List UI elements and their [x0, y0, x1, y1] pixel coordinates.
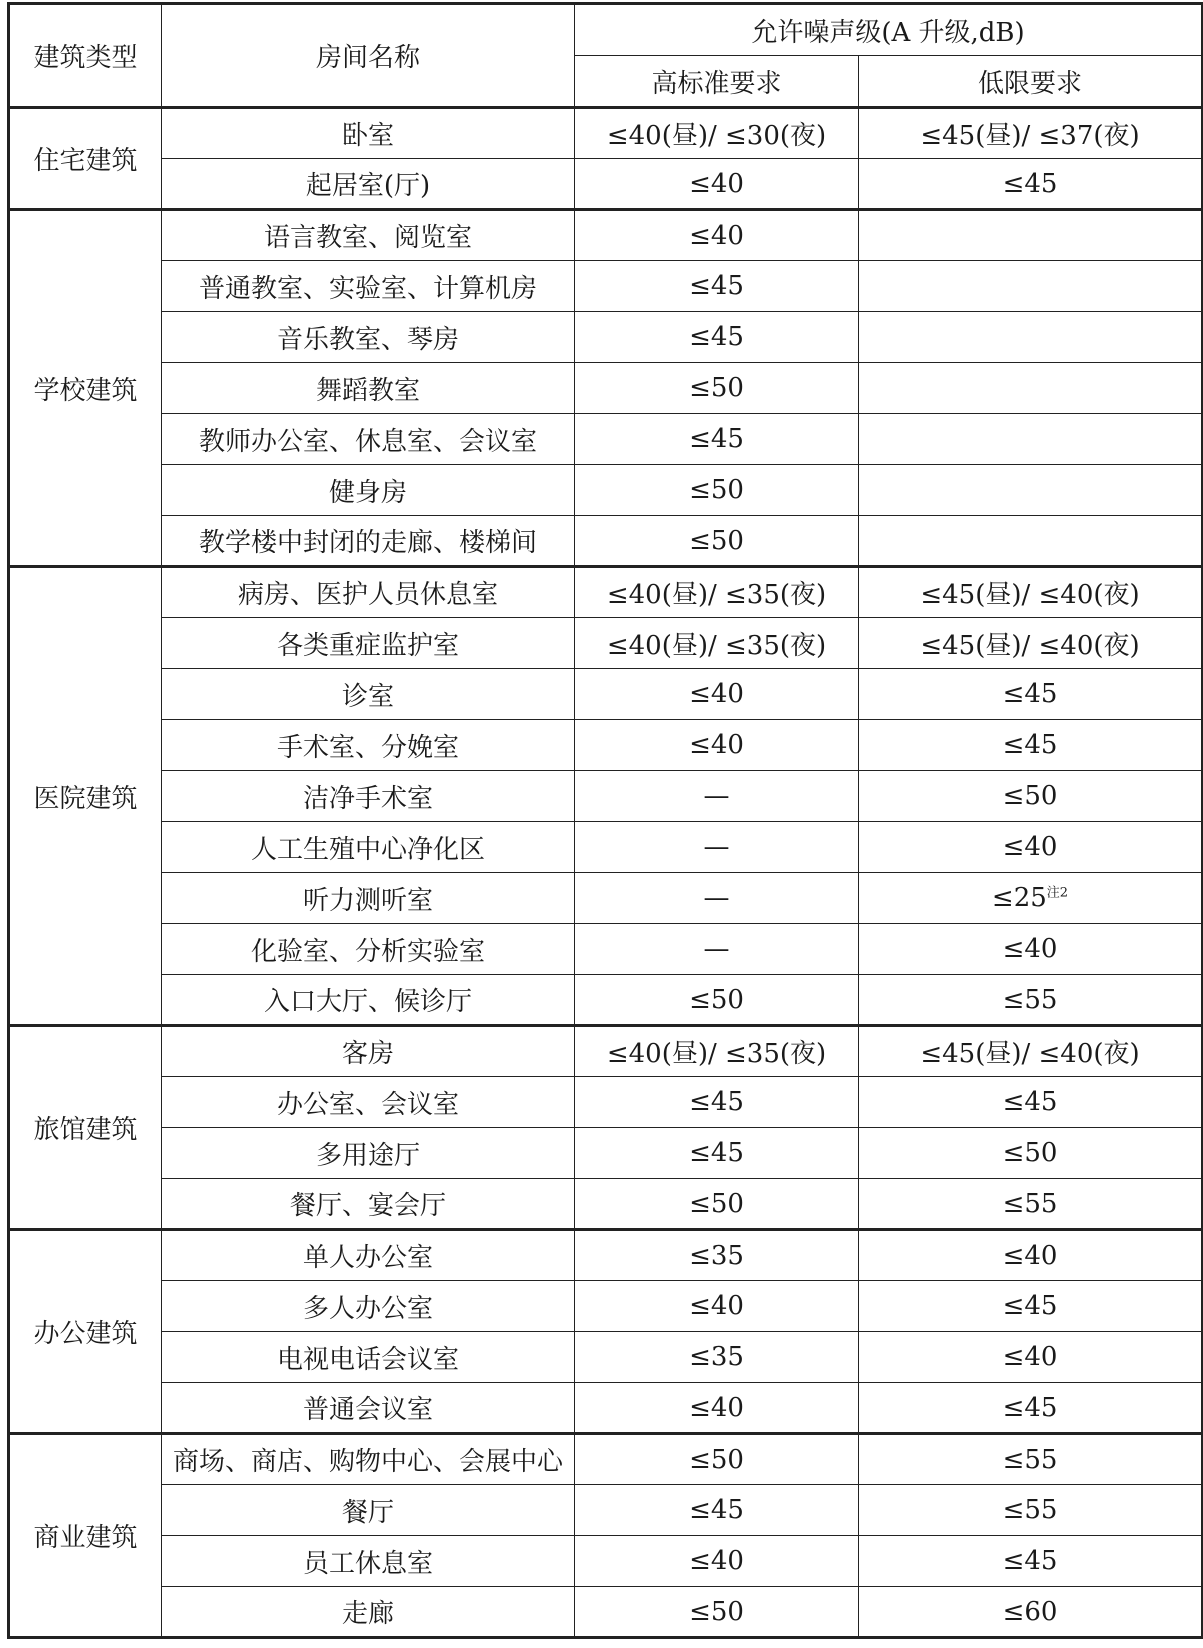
building-type-cell: 医院建筑: [9, 567, 162, 1026]
high-standard-cell: ≤50: [575, 975, 859, 1026]
high-standard-cell: —: [575, 822, 859, 873]
high-standard-cell: ≤45: [575, 1077, 859, 1128]
low-limit-cell: ≤40: [859, 924, 1203, 975]
high-standard-cell: —: [575, 924, 859, 975]
low-limit-cell: ≤45: [859, 159, 1203, 210]
table-row: [9, 1230, 1203, 1281]
low-limit-cell: ≤45(昼)/ ≤40(夜): [859, 618, 1203, 669]
high-standard-cell: ≤50: [575, 1179, 859, 1230]
low-limit-cell: [859, 312, 1203, 363]
table-row: [9, 1485, 1203, 1536]
table-row: [9, 771, 1203, 822]
table-row: [9, 1434, 1203, 1485]
low-limit-cell: ≤55: [859, 1179, 1203, 1230]
room-name-cell: 舞蹈教室: [162, 363, 575, 414]
table-body: [9, 108, 1203, 1638]
room-name-cell: 教师办公室、休息室、会议室: [162, 414, 575, 465]
low-limit-cell: ≤50: [859, 771, 1203, 822]
low-limit-cell: ≤50: [859, 1128, 1203, 1179]
room-name-cell: 多人办公室: [162, 1281, 575, 1332]
high-standard-cell: ≤40: [575, 1281, 859, 1332]
low-limit-cell: ≤55: [859, 1485, 1203, 1536]
high-standard-cell: ≤40(昼)/ ≤35(夜): [575, 1026, 859, 1077]
low-limit-cell: [859, 516, 1203, 567]
high-standard-cell: ≤50: [575, 465, 859, 516]
table-row: [9, 1128, 1203, 1179]
low-limit-cell: [859, 414, 1203, 465]
room-name-cell: 音乐教室、琴房: [162, 312, 575, 363]
table-row: [9, 108, 1203, 159]
table-row: [9, 210, 1203, 261]
high-standard-cell: ≤40: [575, 720, 859, 771]
table-row: [9, 1179, 1203, 1230]
high-standard-cell: —: [575, 771, 859, 822]
high-standard-cell: ≤40: [575, 1536, 859, 1587]
high-standard-cell: ≤45: [575, 312, 859, 363]
table-row: [9, 924, 1203, 975]
high-standard-cell: ≤40: [575, 669, 859, 720]
room-name-cell: 餐厅、宴会厅: [162, 1179, 575, 1230]
low-limit-cell: ≤45: [859, 720, 1203, 771]
high-standard-cell: ≤45: [575, 1485, 859, 1536]
room-name-cell: 商场、商店、购物中心、会展中心: [162, 1434, 575, 1485]
room-name-cell: 听力测听室: [162, 873, 575, 924]
table-row: [9, 363, 1203, 414]
header-low-limit: 低限要求: [859, 56, 1203, 108]
low-limit-cell: ≤45: [859, 1281, 1203, 1332]
room-name-cell: 电视电话会议室: [162, 1332, 575, 1383]
table-row: [9, 312, 1203, 363]
table-row: [9, 516, 1203, 567]
low-limit-cell: [859, 873, 1203, 924]
room-name-cell: 员工休息室: [162, 1536, 575, 1587]
noise-level-table: [7, 2, 1203, 1639]
table-row: [9, 1332, 1203, 1383]
low-limit-cell: ≤40: [859, 1332, 1203, 1383]
room-name-cell: 教学楼中封闭的走廊、楼梯间: [162, 516, 575, 567]
low-limit-cell: ≤55: [859, 1434, 1203, 1485]
table-row: [9, 261, 1203, 312]
high-standard-cell: ≤50: [575, 516, 859, 567]
room-name-cell: 化验室、分析实验室: [162, 924, 575, 975]
low-limit-cell: ≤45(昼)/ ≤40(夜): [859, 567, 1203, 618]
table-row: [9, 1587, 1203, 1638]
table-row: [9, 1026, 1203, 1077]
high-standard-cell: ≤50: [575, 1434, 859, 1485]
low-limit-cell: ≤40: [859, 1230, 1203, 1281]
room-name-cell: 普通教室、实验室、计算机房: [162, 261, 575, 312]
building-type-cell: 办公建筑: [9, 1230, 162, 1434]
room-name-cell: 餐厅: [162, 1485, 575, 1536]
table-row: [9, 465, 1203, 516]
building-type-cell: 学校建筑: [9, 210, 162, 567]
high-standard-cell: ≤50: [575, 1587, 859, 1638]
low-limit-cell: ≤45(昼)/ ≤37(夜): [859, 108, 1203, 159]
room-name-cell: 洁净手术室: [162, 771, 575, 822]
table-row: [9, 1383, 1203, 1434]
table-row: [9, 1536, 1203, 1587]
low-limit-value: ≤25: [991, 883, 1047, 913]
low-limit-cell: [859, 210, 1203, 261]
header-building-type: 建筑类型: [9, 4, 162, 108]
header-allowed-noise: 允许噪声级(A 升级,dB): [575, 4, 1203, 56]
table-row: [9, 414, 1203, 465]
low-limit-cell: [859, 261, 1203, 312]
table-row: [9, 567, 1203, 618]
room-name-cell: 手术室、分娩室: [162, 720, 575, 771]
room-name-cell: 办公室、会议室: [162, 1077, 575, 1128]
room-name-cell: 单人办公室: [162, 1230, 575, 1281]
high-standard-cell: ≤35: [575, 1332, 859, 1383]
header-room-name: 房间名称: [162, 4, 575, 108]
low-limit-cell: [859, 465, 1203, 516]
table-row: [9, 618, 1203, 669]
footnote-marker: 注2: [1046, 885, 1069, 901]
low-limit-cell: ≤45: [859, 1077, 1203, 1128]
low-limit-cell: ≤45: [859, 669, 1203, 720]
room-name-cell: 入口大厅、候诊厅: [162, 975, 575, 1026]
room-name-cell: 普通会议室: [162, 1383, 575, 1434]
table-row: [9, 822, 1203, 873]
high-standard-cell: ≤40(昼)/ ≤35(夜): [575, 618, 859, 669]
room-name-cell: 多用途厅: [162, 1128, 575, 1179]
building-type-cell: 住宅建筑: [9, 108, 162, 210]
table-row: [9, 1281, 1203, 1332]
high-standard-cell: ≤40(昼)/ ≤35(夜): [575, 567, 859, 618]
low-limit-cell: ≤45: [859, 1536, 1203, 1587]
room-name-cell: 人工生殖中心净化区: [162, 822, 575, 873]
table-row: [9, 159, 1203, 210]
high-standard-cell: ≤35: [575, 1230, 859, 1281]
high-standard-cell: ≤45: [575, 1128, 859, 1179]
building-type-cell: 旅馆建筑: [9, 1026, 162, 1230]
table-row: [9, 720, 1203, 771]
low-limit-cell: ≤60: [859, 1587, 1203, 1638]
low-limit-cell: ≤45(昼)/ ≤40(夜): [859, 1026, 1203, 1077]
room-name-cell: 语言教室、阅览室: [162, 210, 575, 261]
low-limit-cell: ≤45: [859, 1383, 1203, 1434]
high-standard-cell: ≤40: [575, 210, 859, 261]
high-standard-cell: ≤45: [575, 261, 859, 312]
table-row: [9, 669, 1203, 720]
room-name-cell: 健身房: [162, 465, 575, 516]
table-row: [9, 975, 1203, 1026]
room-name-cell: 各类重症监护室: [162, 618, 575, 669]
room-name-cell: 走廊: [162, 1587, 575, 1638]
header-high-standard: 高标准要求: [575, 56, 859, 108]
room-name-cell: 病房、医护人员休息室: [162, 567, 575, 618]
high-standard-cell: ≤50: [575, 363, 859, 414]
high-standard-cell: ≤40: [575, 1383, 859, 1434]
room-name-cell: 起居室(厅): [162, 159, 575, 210]
high-standard-cell: ≤40: [575, 159, 859, 210]
low-limit-cell: ≤55: [859, 975, 1203, 1026]
building-type-cell: 商业建筑: [9, 1434, 162, 1638]
low-limit-cell: ≤40: [859, 822, 1203, 873]
table-row: [9, 1077, 1203, 1128]
room-name-cell: 卧室: [162, 108, 575, 159]
room-name-cell: 客房: [162, 1026, 575, 1077]
table-row: [9, 873, 1203, 924]
high-standard-cell: ≤45: [575, 414, 859, 465]
high-standard-cell: —: [575, 873, 859, 924]
low-limit-cell: [859, 363, 1203, 414]
room-name-cell: 诊室: [162, 669, 575, 720]
high-standard-cell: ≤40(昼)/ ≤30(夜): [575, 108, 859, 159]
